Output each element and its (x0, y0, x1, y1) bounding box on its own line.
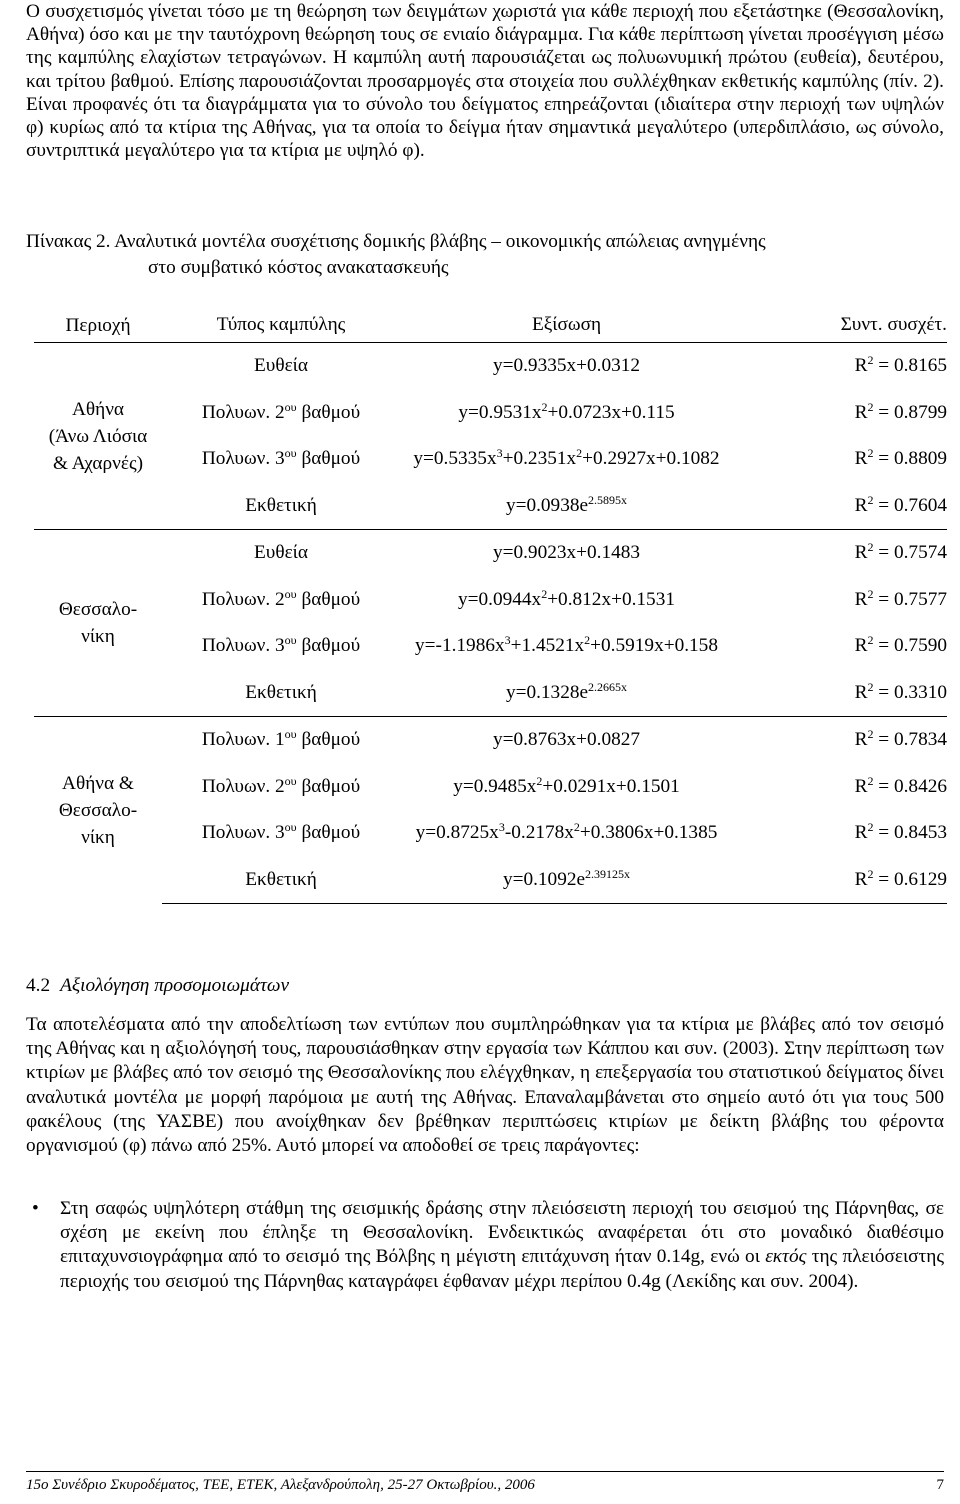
correlation-cell (733, 810, 947, 857)
correlation-r2-label: R (854, 775, 868, 797)
correlation-cell (733, 436, 947, 483)
correlation-cell (733, 577, 947, 624)
curve-type-cell (162, 857, 400, 904)
correlation-r2-value: = 0.8165 (873, 355, 947, 377)
correlation-r2-value: = 0.7574 (873, 542, 947, 564)
table-header-row (34, 308, 947, 343)
table-row (34, 436, 947, 483)
equation-exponent: 2 (536, 773, 543, 788)
correlation-r2-label: R (854, 494, 868, 516)
correlation-r2-label: R (854, 635, 868, 657)
equation-cell: $y=0.0944x^2+0.812x+0.1531$ (458, 586, 675, 610)
equation-cell: $y=0.1328e^{2.2665x}$ (505, 679, 628, 703)
intro-paragraph: Ο συσχετισμός γίνεται τόσο με τη θεώρηση των δειγμάτων χωριστά για κάθε περιοχή που εξετάστηκε (Θεσσαλονίκη, Αθήνα) όσο και με την ταυτόχρονη θεώρηση τους σε ενιαίο διάγραμμα. Για κάθε περίπτωση γίνεται προσέγγιση μέσω της καμπύλης ελαχίστων τετραγώνων. Η καμπύλη αυτή παρουσιάζεται ως πολυωνυμική πρώτου (ευθεία), δευτέρου, και τρίτου βαθμού. Επίσης παρουσιάζονται προσαρμογές στα στοιχεία που συλλέχθηκαν εκθετικής καμπύλης (πίν. 2). Είναι προφανές ότι τα διαγράμματα για το σύνολο του δείγματος επηρεάζονται (ιδιαίτερα στην περιοχή των υψηλών φ) κυρίως από τα κτίρια της Αθήνας, για τα οποία το δείγμα ήταν σημαντικά μεγαλύτερο (υπερδιπλάσιο, ως σύνολο, συντριπτικά μεγαλύτερο για τα κτίρια με υψηλό φ). (26, 1, 944, 162)
table-row (34, 623, 947, 670)
correlation-r2-label: R (854, 355, 868, 377)
curve-type-type-sup: ου (284, 399, 297, 414)
equation-exponent: 2 (576, 446, 583, 461)
curve-type-type-suffix: βαθμού (296, 635, 361, 657)
region-line: Θεσσαλο- (58, 799, 138, 821)
equation-exponent: 3 (504, 633, 511, 648)
correlation-cell (733, 717, 947, 764)
curve-type-type-sup: ου (284, 820, 297, 835)
curve-type-type-suffix: βαθμού (296, 775, 361, 797)
correlation-cell (733, 857, 947, 904)
table-row (34, 390, 947, 437)
equation-exponent: 2 (584, 633, 591, 648)
correlation-r2-value: = 0.7590 (873, 635, 947, 657)
region-line: (Άνω Λιόσια (48, 425, 148, 447)
header-correlation: Συντ. συσχέτ. (840, 314, 947, 335)
region-line: Θεσσαλο- (58, 599, 138, 620)
table-row (34, 764, 947, 811)
region-line: & Αχαρνές) (52, 452, 144, 474)
curve-type-type-sup: ου (284, 773, 297, 788)
bullet-emphasis: εκτός (765, 1246, 807, 1268)
correlation-r2-label: R (854, 729, 868, 751)
equation-exponent: 2 (573, 820, 580, 835)
region-line: νίκη (81, 826, 115, 848)
curve-type-cell (162, 717, 400, 764)
page-footer (26, 1475, 944, 1495)
curve-type-cell (162, 764, 400, 811)
curve-type-type-sup: ου (284, 586, 297, 601)
correlation-cell (733, 530, 947, 577)
correlation-r2-sup: 2 (867, 633, 874, 648)
table-body (34, 343, 947, 904)
curve-type-type-suffix: βαθμού (296, 729, 361, 751)
correlation-r2-sup: 2 (867, 727, 874, 742)
equation-exponent: 2 (541, 586, 548, 601)
curve-type-cell (162, 436, 400, 483)
curve-type-type-suffix: βαθμού (296, 401, 361, 423)
table-row (34, 857, 947, 904)
region-cell (34, 343, 162, 530)
curve-type-type: Πολυων. 2 (201, 588, 285, 610)
body-paragraph: Τα αποτελέσματα από την αποδελτίωση των εντύπων που συμπληρώθηκαν για τα κτίρια με βλάβες από τον σεισμό της Αθήνας και η αξιολόγησή τους, παρουσιάσθηκαν στην εργασία των Κάππου και συν. (2003). Στην περίπτωση των κτιρίων με βλάβες από τον σεισμό της Θεσσαλονίκης που ελέγχθηκαν, η επεξεργασία του στατιστικού δείγματος δίνει αναλυτικά μοντέλα με μορφή παρόμοια με αυτή της Αθήνας. Επαναλαμβάνεται στο σημείο αυτό ότι για τους 500 φακέλους (της ΥΑΣΒΕ) που ανοίχθηκαν δεν βρέθηκαν περιπτώσεις κτιρίων με δείκτη βλάβης του φέροντα οργανισμού (φ) πάνω από 25%. Αυτό μπορεί να αποδοθεί σε τρεις παράγοντες: (26, 1014, 944, 1157)
equation-exponent: 2.2665x (588, 679, 628, 694)
curve-type-type: Πολυων. 3 (201, 448, 285, 470)
correlation-cell (733, 670, 947, 717)
region-line: Αθήνα & (62, 772, 134, 794)
table-caption (26, 229, 944, 281)
correlation-cell (733, 343, 947, 390)
section-number: 4.2 (26, 975, 51, 996)
region-cell (34, 717, 162, 904)
correlation-r2-sup: 2 (867, 773, 874, 788)
equation-exponent: 3 (496, 446, 503, 461)
curve-type-type-suffix: βαθμού (296, 448, 361, 470)
curve-type-type: Πολυων. 2 (201, 401, 285, 423)
correlation-r2-value: = 0.7604 (873, 494, 947, 516)
intro-paragraph-block (26, 0, 944, 162)
bullet-text-before: Στη σαφώς υψηλότερη στάθμη της σεισμικής δράσης στην πλειόσειστη περιοχή του σεισμού της Πάρνηθας, σε σχέση με εκείνη που έπληξε τη Θεσσαλονίκη. Ενδεικτικώς αναφέρεται ότι στο μοναδικό διαθέσιμο επιταχυνσιογράφημα από το σεισμό της Βόλβης η μέγιστη επιτάχυνση ήταν 0.14g, ενώ οι (60, 1198, 944, 1268)
curve-type-cell (162, 343, 400, 390)
correlation-r2-label: R (854, 401, 868, 423)
section-title: Αξιολόγηση προσομοιωμάτων (60, 975, 290, 996)
curve-type-cell (162, 670, 400, 717)
equation-cell: $y=0.1092e^{2.39125x}$ (400, 857, 733, 904)
regression-models-table (34, 308, 947, 904)
body-paragraph-block (26, 1013, 944, 1158)
equation-exponent: 2.39125x (585, 866, 631, 881)
equation-cell: $y=0.9531x^2+0.0723x+0.115$ (458, 399, 675, 423)
curve-type-cell (162, 483, 400, 530)
curve-type-type: Εκθετική (245, 681, 317, 703)
correlation-r2-sup: 2 (867, 446, 874, 461)
correlation-r2-value: = 0.7577 (873, 588, 947, 610)
bullet-marker: • (32, 1198, 39, 1219)
correlation-r2-sup: 2 (867, 586, 874, 601)
curve-type-cell (162, 623, 400, 670)
correlation-r2-sup: 2 (867, 492, 874, 507)
equation-cell: $y=-1.1986x^3+1.4521x^2+0.5919x+0.158$ (415, 633, 718, 657)
correlation-cell (733, 623, 947, 670)
table-row (34, 717, 947, 764)
table-row (34, 670, 947, 717)
bullet-text-after: της πλειόσειστης περιοχής του σεισμού της Πάρνηθας καταγράφει έφθαναν μέχρι περίπου 0.4g (Λεκίδης και συν. 2004). (60, 1246, 945, 1292)
correlation-r2-label: R (854, 588, 868, 610)
curve-type-type-sup: ου (284, 727, 297, 742)
curve-type-cell (162, 577, 400, 624)
curve-type-type: Πολυων. 2 (201, 775, 285, 797)
correlation-r2-sup: 2 (867, 399, 874, 414)
curve-type-type: Πολυων. 3 (201, 635, 285, 657)
table-row (34, 810, 947, 857)
curve-type-type: Εκθετική (245, 494, 317, 516)
correlation-r2-label: R (854, 822, 868, 844)
table-row (34, 483, 947, 530)
correlation-r2-value: = 0.8426 (873, 775, 947, 797)
correlation-r2-label: R (854, 448, 868, 470)
equation-cell: y=0.9335x+0.0312 (492, 355, 641, 377)
curve-type-type-suffix: βαθμού (296, 588, 361, 610)
correlation-r2-value: = 0.8809 (873, 448, 947, 470)
bullet-list-block (26, 1197, 944, 1294)
equation-cell: $y=0.5335x^3+0.2351x^2+0.2927x+0.1082$ (413, 446, 720, 470)
header-curve-type: Τύπος καμπύλης (216, 314, 346, 335)
region-line: Αθήνα (71, 398, 125, 420)
footer-divider (26, 1471, 944, 1472)
curve-type-type-sup: ου (284, 633, 297, 648)
correlation-r2-value: = 0.7834 (873, 729, 947, 751)
equation-exponent: 2 (541, 399, 548, 414)
correlation-r2-value: = 0.8799 (873, 401, 947, 423)
page-number: 7 (936, 1477, 944, 1493)
correlation-r2-value: = 0.6129 (873, 868, 947, 890)
bullet-list (26, 1197, 944, 1294)
curve-type-type: Εκθετική (245, 868, 317, 890)
correlation-cell (733, 764, 947, 811)
correlation-cell (733, 483, 947, 530)
correlation-r2-label: R (854, 542, 868, 564)
curve-type-cell (162, 390, 400, 437)
correlation-r2-sup: 2 (867, 820, 874, 835)
curve-type-cell (162, 810, 400, 857)
bullet-item (26, 1197, 944, 1294)
correlation-r2-sup: 2 (867, 540, 874, 555)
header-equation: Εξίσωση (531, 314, 602, 335)
region-line: νίκη (81, 626, 115, 647)
correlation-r2-label: R (854, 681, 868, 703)
equation-cell: $y=0.0938e^{2.5895x}$ (505, 492, 628, 516)
correlation-cell (733, 390, 947, 437)
correlation-r2-value: = 0.3310 (873, 681, 947, 703)
equation-cell: y=0.8763x+0.0827 (400, 717, 733, 764)
correlation-r2-value: = 0.8453 (873, 822, 947, 844)
correlation-r2-label: R (854, 868, 868, 890)
table-caption-line1: Πίνακας 2. Αναλυτικά μοντέλα συσχέτισης δομικής βλάβης – οικονομικής απώλειας ανηγμένης (26, 231, 766, 252)
curve-type-type: Ευθεία (254, 542, 308, 564)
equation-cell: $y=0.9485x^2+0.0291x+0.1501$ (453, 773, 680, 797)
curve-type-cell (162, 530, 400, 577)
correlation-r2-sup: 2 (867, 353, 874, 368)
equation-exponent: 2.5895x (588, 492, 628, 507)
curve-type-type: Πολυων. 1 (201, 729, 285, 751)
equation-cell: y=0.9023x+0.1483 (400, 530, 733, 577)
curve-type-type-suffix: βαθμού (296, 822, 361, 844)
curve-type-type: Ευθεία (254, 355, 308, 377)
equation-exponent: 3 (498, 820, 505, 835)
table-caption-line2: στο συμβατικό κόστος ανακατασκευής (148, 257, 449, 278)
equation-cell: $y=0.8725x^3-0.2178x^2+0.3806x+0.1385$ (415, 820, 718, 844)
header-region: Περιοχή (65, 314, 131, 336)
table-row (34, 530, 947, 577)
table-row (34, 343, 947, 390)
section-heading (26, 974, 289, 998)
footer-conference: 15ο Συνέδριο Σκυροδέματος, ΤΕΕ, ΕΤΕΚ, Αλεξανδρούπολη, 25-27 Οκτωβρίου., 2006 (26, 1477, 535, 1493)
curve-type-type: Πολυων. 3 (201, 822, 285, 844)
correlation-r2-sup: 2 (867, 679, 874, 694)
curve-type-type-sup: ου (284, 446, 297, 461)
correlation-r2-sup: 2 (867, 866, 874, 881)
region-cell (34, 530, 162, 717)
table-row (34, 577, 947, 624)
